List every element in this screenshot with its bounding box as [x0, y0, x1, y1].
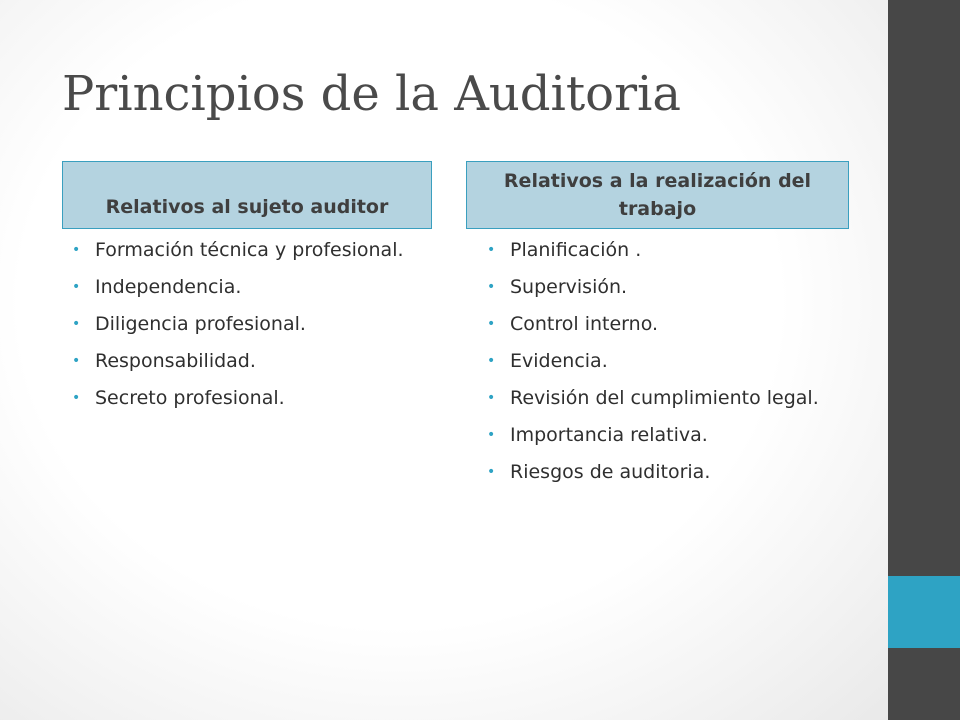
list-item-text: Revisión del cumplimiento legal.	[510, 387, 819, 409]
bullet-icon: •	[72, 242, 81, 258]
bullet-icon: •	[72, 353, 81, 369]
list-item	[477, 458, 837, 487]
right-column-header-label: Relativos a la realización del trabajo	[503, 170, 812, 220]
list-item-text: Independencia.	[95, 276, 242, 298]
list-item-text: Planificación .	[510, 239, 642, 261]
list-item	[62, 347, 422, 376]
list-item	[477, 347, 837, 376]
bullet-icon: •	[72, 279, 81, 295]
bullet-icon: •	[487, 316, 496, 332]
list-item	[477, 273, 837, 302]
list-item	[477, 310, 837, 339]
list-item	[62, 384, 422, 413]
list-item-text: Evidencia.	[510, 350, 608, 372]
list-item	[477, 384, 837, 413]
bullet-icon: •	[487, 353, 496, 369]
bullet-icon: •	[487, 242, 496, 258]
side-bar	[888, 0, 960, 720]
bullet-icon: •	[72, 390, 81, 406]
side-accent-block	[888, 576, 960, 648]
right-bullet-list	[477, 236, 837, 495]
bullet-icon: •	[72, 316, 81, 332]
list-item	[62, 273, 422, 302]
list-item-text: Supervisión.	[510, 276, 628, 298]
left-column-header	[62, 161, 432, 229]
bullet-icon: •	[487, 279, 496, 295]
list-item-text: Importancia relativa.	[510, 424, 708, 446]
list-item-text: Control interno.	[510, 313, 659, 335]
list-item-text: Secreto profesional.	[95, 387, 285, 409]
bullet-icon: •	[487, 390, 496, 406]
list-item-text: Formación técnica y profesional.	[95, 239, 404, 261]
list-item	[62, 236, 422, 265]
list-item-text: Responsabilidad.	[95, 350, 256, 372]
bullet-icon: •	[487, 464, 496, 480]
left-column-header-label: Relativos al sujeto auditor	[105, 196, 389, 218]
list-item-text: Riesgos de auditoria.	[510, 461, 711, 483]
list-item	[62, 310, 422, 339]
bullet-icon: •	[487, 427, 496, 443]
list-item-text: Diligencia profesional.	[95, 313, 306, 335]
left-bullet-list	[62, 236, 422, 421]
slide-title: Principios de la Auditoria	[62, 66, 681, 122]
right-column-header	[466, 161, 849, 229]
list-item	[477, 236, 837, 265]
list-item	[477, 421, 837, 450]
